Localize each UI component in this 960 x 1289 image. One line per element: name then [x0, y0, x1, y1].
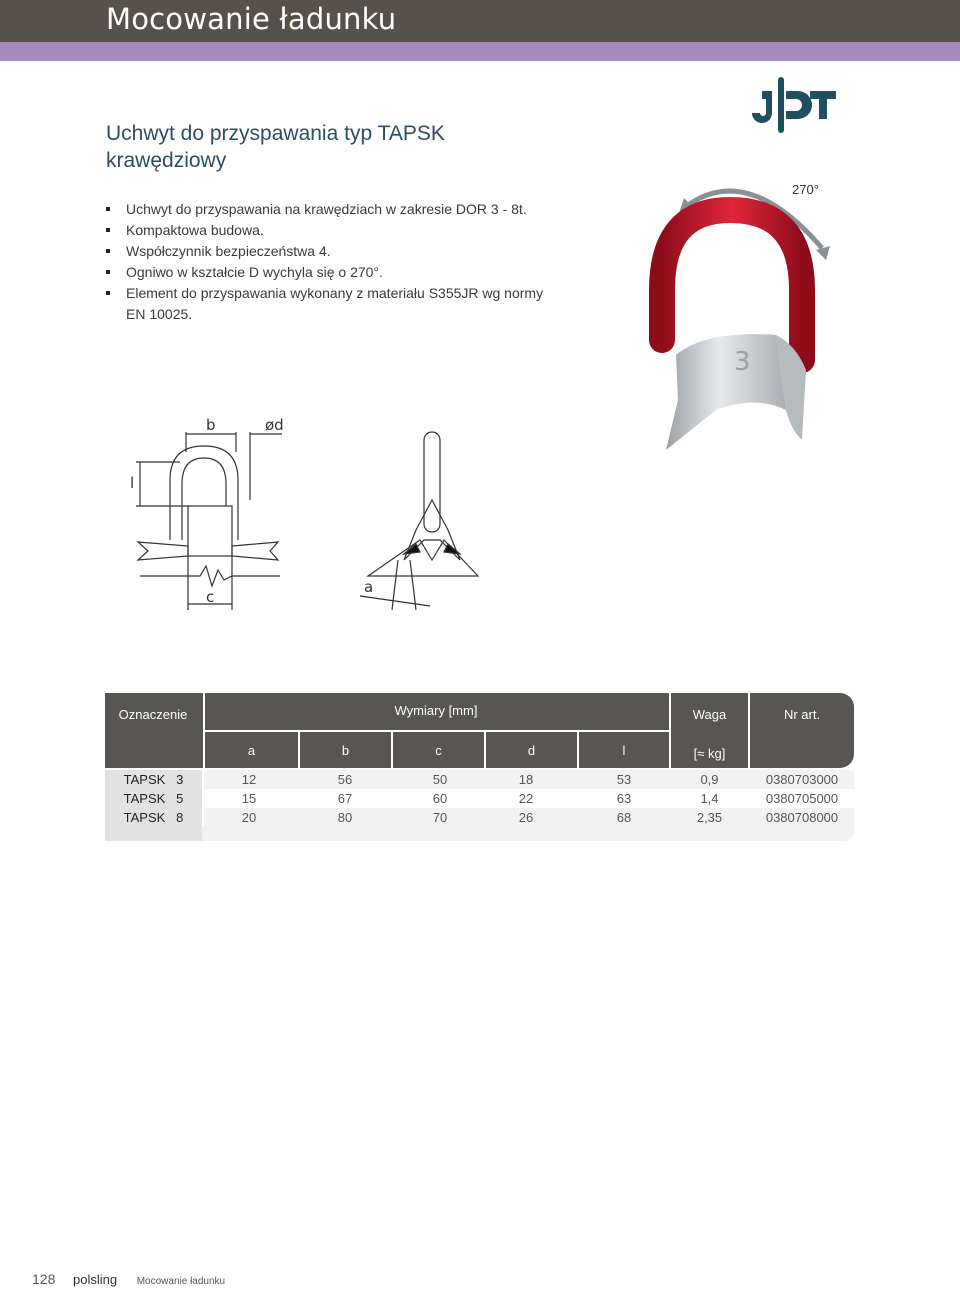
row-size: 5: [176, 791, 184, 806]
header-col-c: c: [435, 743, 442, 758]
table-row: [105, 808, 854, 827]
feature-item: Element do przyspawania wykonany z materiału S355JR wg normy EN 10025.: [106, 283, 566, 325]
body-mark: 3: [734, 347, 751, 377]
feature-item: Uchwyt do przyspawania na krawędziach w zakresie DOR 3 - 8t.: [106, 199, 566, 220]
cell-b: 80: [337, 810, 353, 825]
table-footer-row: [105, 826, 854, 841]
rotation-angle-label: 270°: [792, 182, 819, 197]
technical-drawing: [120, 410, 500, 620]
cell-c: 60: [432, 791, 448, 806]
row-name-cell: [105, 808, 202, 827]
row-name: TAPSK: [123, 810, 166, 825]
header-dimensions: Wymiary [mm]: [394, 703, 478, 718]
cell-l: 63: [616, 791, 632, 806]
header-divider: [204, 730, 669, 732]
cell-d: 22: [518, 791, 534, 806]
cell-l: 53: [616, 772, 632, 787]
dim-label-b: b: [206, 416, 216, 434]
header-weight-unit: [≈ kg]: [693, 746, 726, 761]
dim-label-d: ød: [265, 416, 284, 434]
jdt-logo: [752, 77, 836, 133]
dim-label-c: c: [206, 588, 215, 606]
row-name-cell: [105, 770, 202, 789]
header-col-l: l: [622, 743, 626, 758]
feature-list: [106, 199, 566, 325]
page-header-title: Mocowanie ładunku: [106, 2, 397, 36]
cell-weight: 1,4: [700, 791, 719, 806]
row-name: TAPSK: [123, 772, 166, 787]
cell-article: 0380708000: [765, 810, 839, 825]
cell-weight: 2,35: [696, 810, 723, 825]
cell-b: 56: [337, 772, 353, 787]
row-name-cell: [105, 789, 202, 808]
table-row: [105, 789, 854, 808]
specification-table: [105, 693, 854, 841]
footer-brand: polsling: [72, 1272, 118, 1287]
cell-b: 67: [337, 791, 353, 806]
header-weight: Waga: [692, 707, 727, 722]
product-title-line1: Uchwyt do przyspawania typ TAPSK: [106, 122, 445, 145]
dim-label-l: l: [130, 474, 135, 492]
page-footer: [32, 1271, 225, 1287]
cell-l: 68: [616, 810, 632, 825]
row-size: 8: [176, 810, 184, 825]
row-name: TAPSK: [123, 791, 166, 806]
header-col-a: a: [247, 743, 256, 758]
header-article: Nr art.: [783, 707, 821, 722]
footer-section: Mocowanie ładunku: [136, 1276, 226, 1287]
header-stripe: [0, 42, 960, 61]
feature-item: Ogniwo w kształcie D wychyla się o 270°.: [106, 262, 566, 283]
cell-c: 50: [432, 772, 448, 787]
cell-a: 15: [241, 791, 257, 806]
cell-weight: 0,9: [700, 772, 719, 787]
product-title-line2: krawędziowy: [106, 149, 227, 172]
table-row: [105, 770, 854, 789]
product-title: [106, 120, 546, 174]
cell-c: 70: [432, 810, 448, 825]
header-col-d: d: [527, 743, 536, 758]
product-photo: [626, 170, 866, 470]
cell-d: 26: [518, 810, 534, 825]
header-col-b: b: [341, 743, 350, 758]
cell-d: 18: [518, 772, 534, 787]
header-designation: Oznaczenie: [118, 707, 188, 722]
cell-article: 0380703000: [765, 772, 839, 787]
cell-a: 20: [241, 810, 257, 825]
header-divider: [748, 693, 750, 768]
cell-a: 12: [241, 772, 257, 787]
dim-label-a: a: [364, 578, 374, 596]
cell-article: 0380705000: [765, 791, 839, 806]
row-size: 3: [176, 772, 184, 787]
feature-item: Kompaktowa budowa.: [106, 220, 566, 241]
page-number: 128: [32, 1271, 56, 1287]
feature-item: Współczynnik bezpieczeństwa 4.: [106, 241, 566, 262]
